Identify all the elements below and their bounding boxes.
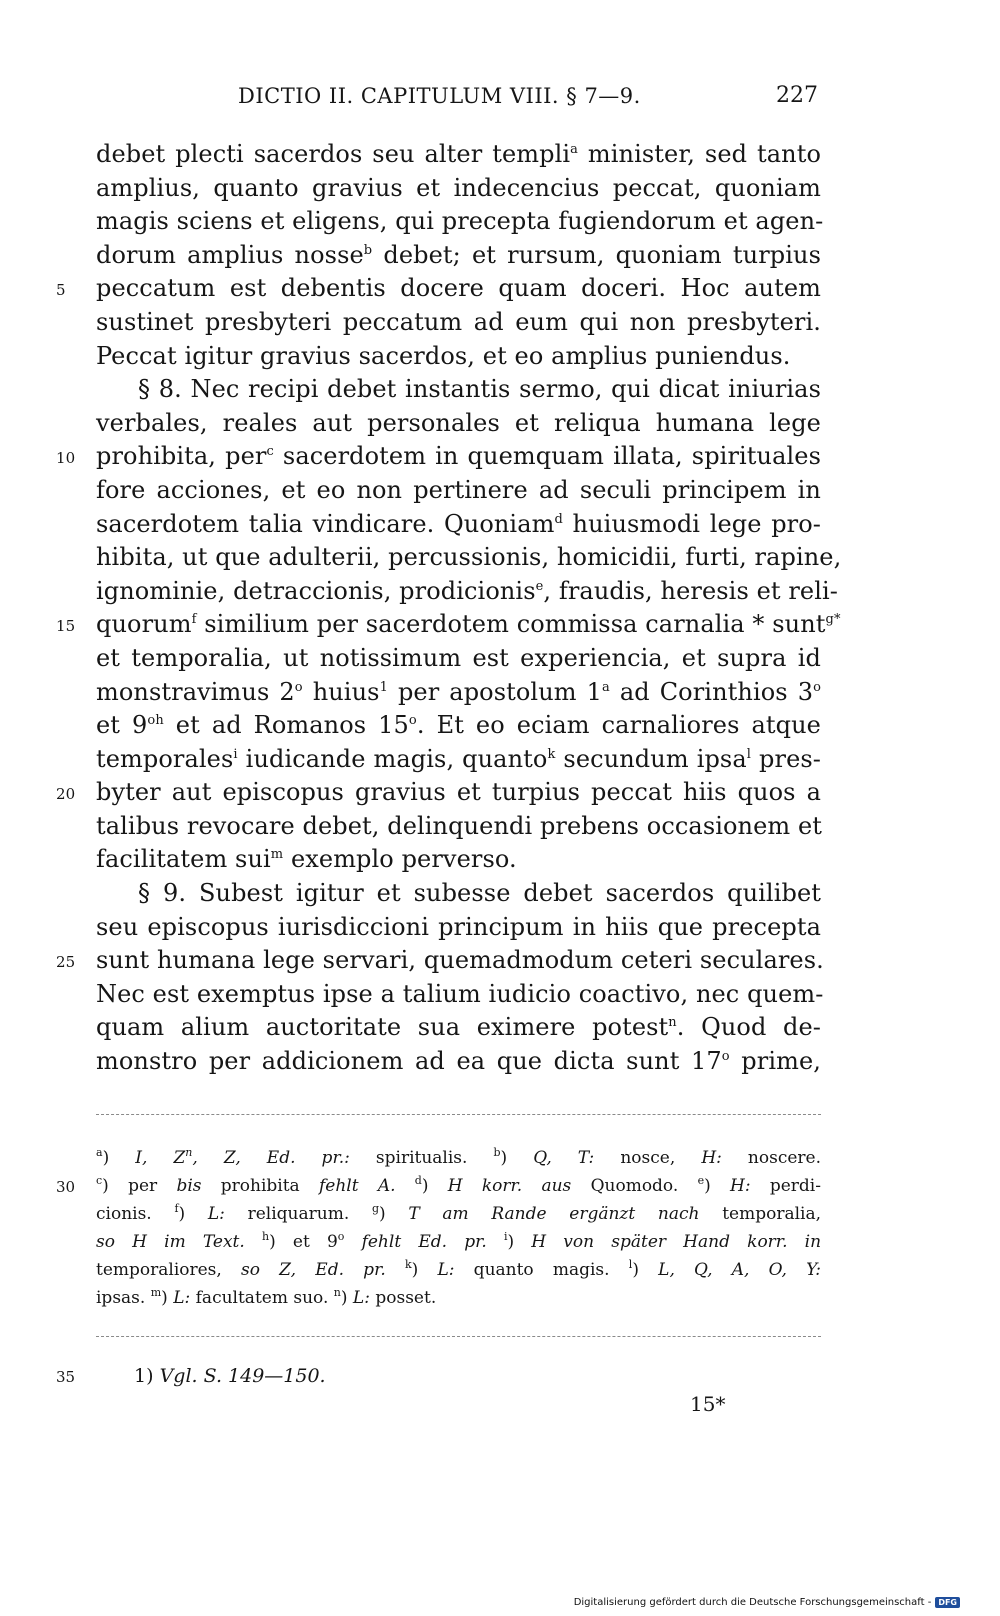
note-marker: n — [668, 1015, 677, 1031]
text-line — [96, 1011, 821, 1045]
note-marker: 1 — [379, 679, 388, 695]
text-line — [96, 575, 839, 609]
note-marker: m — [270, 847, 284, 863]
text-segment: iudicande magis, quanto — [237, 744, 548, 773]
text-line — [96, 978, 824, 1012]
text-segment: ignominie, detraccionis, prodicionis — [96, 576, 536, 605]
dfg-logo-icon: DFG — [935, 1597, 960, 1608]
text-segment: prime, — [729, 1047, 821, 1076]
footer-credit — [574, 1597, 960, 1608]
text-line — [96, 138, 821, 172]
text-segment: sacerdotem in quemquam illata, spirituales — [273, 442, 821, 471]
text-line — [56, 944, 824, 978]
text-line — [56, 272, 821, 306]
text-segment: sacerdotem talia vindicare. Quoniam — [96, 509, 555, 538]
source-note-text — [134, 1362, 326, 1390]
footnote-rule-top — [96, 1114, 821, 1115]
text-line — [96, 911, 821, 945]
text-segment: peccatum est debentis docere quam doceri. Hoc autem — [96, 274, 821, 303]
text-line — [96, 373, 821, 407]
page-number: 227 — [776, 83, 818, 108]
apparatus-line: so H im Text. $^h$) et 9$^o$ fehlt Ed. pr. $^i$) H von später Hand korr. in — [96, 1230, 822, 1252]
note-marker: e — [535, 578, 544, 594]
text-segment: quam alium auctoritate sua eximere potest — [96, 1013, 669, 1042]
footer-credit-text: Digitalisierung gefördert durch die Deutsche Forschungsgemeinschaft - — [573, 1597, 932, 1608]
note-marker: o — [294, 679, 303, 695]
text-segment: magis sciens et eligens, qui precepta fugiendorum et agen- — [96, 207, 824, 236]
text-line — [96, 474, 821, 508]
text-segment: , fraudis, heresis et reli- — [543, 576, 839, 605]
note-marker: g* — [825, 612, 841, 628]
note-marker: o — [408, 713, 417, 729]
note-marker: b — [363, 242, 373, 258]
text-line — [96, 676, 821, 710]
apparatus-line: ipsas. $^m$) L: facultatem suo. $^n$) L: posset. — [96, 1286, 437, 1308]
text-segment: sustinet presbyteri peccatum ad eum qui non presbyteri. — [96, 307, 821, 336]
text-segment: § 8. Nec recipi debet instantis sermo, qui dicat iniurias — [138, 375, 821, 404]
text-segment: monstravimus 2 — [96, 677, 295, 706]
text-segment: seu episcopus iurisdiccioni principum in hiis que precepta — [96, 912, 821, 941]
text-line — [56, 440, 821, 474]
text-segment: Peccat igitur gravius sacerdos, et eo amplius puniendus. — [96, 341, 791, 370]
text-line — [96, 709, 821, 743]
footnote-rule-bottom — [96, 1336, 821, 1337]
apparatus-line: 30 $^c$) per bis prohibita fehlt A. $^d$) H korr. aus Quomodo. $^e$) H: perdi- — [96, 1172, 821, 1200]
note-marker: o — [721, 1049, 730, 1065]
text-segment: huiusmodi lege pro- — [562, 509, 821, 538]
text-line — [96, 306, 821, 340]
text-line — [96, 407, 821, 441]
note-marker: a — [570, 142, 578, 157]
text-segment: byter aut episcopus gravius et turpius peccat hiis quos a — [96, 778, 821, 807]
text-line — [96, 810, 821, 844]
text-segment: temporales — [96, 744, 234, 773]
running-head: DICTIO II. CAPITULUM VIII. § 7—9. — [238, 84, 641, 108]
text-line — [96, 340, 821, 374]
text-segment: similium per sacerdotem commissa carnalia * sunt — [196, 610, 826, 639]
text-line — [96, 239, 821, 273]
note-marker: l — [746, 746, 752, 762]
text-line — [96, 642, 821, 676]
line-number: 10 — [56, 449, 76, 468]
line-number: 5 — [56, 281, 66, 300]
text-segment: et ad Romanos 15 — [163, 711, 409, 740]
text-segment: huius — [302, 677, 380, 706]
text-line — [56, 776, 821, 810]
page-header — [238, 84, 818, 120]
text-line — [56, 608, 841, 642]
note-marker: d — [554, 511, 563, 527]
text-segment: prohibita, per — [96, 442, 267, 471]
text-segment: sunt humana lege servari, quemadmodum ceteri seculares. — [96, 946, 824, 975]
text-segment: et 9 — [96, 711, 148, 740]
signature-mark: 15* — [690, 1392, 726, 1416]
text-line — [96, 172, 821, 206]
text-segment: talibus revocare debet, delinquendi prebens occasionem et — [96, 811, 823, 840]
main-text — [56, 138, 842, 1079]
apparatus-line: cionis. $^f$) L: reliquarum. $^g$) T am Rande ergänzt nach temporalia, — [96, 1202, 821, 1224]
text-segment: dorum amplius nosse — [96, 240, 364, 269]
text-segment: hibita, ut que adulterii, percussionis, homicidii, furti, rapine, — [96, 543, 842, 572]
note-marker: 1) — [134, 1365, 154, 1387]
text-segment: verbales, reales aut personales et reliqua humana lege — [96, 408, 821, 437]
text-line — [96, 508, 821, 542]
text-segment: amplius, quanto gravius et indecencius peccat, quoniam — [96, 173, 821, 202]
apparatus-mark: $^a$) — [96, 1146, 110, 1168]
text-line — [96, 877, 821, 911]
source-note — [56, 1362, 456, 1390]
text-segment: per apostolum 1 — [387, 677, 602, 706]
text-segment: et temporalia, ut notissimum est experiencia, et supra id — [96, 643, 821, 672]
line-number: 30 — [56, 1178, 76, 1196]
text-segment: § 9. Subest igitur et subesse debet sacerdos quilibet — [138, 879, 821, 908]
note-marker: i — [233, 746, 238, 762]
text-segment: pres- — [751, 744, 821, 773]
note-marker: oh — [147, 713, 164, 729]
note-marker: c — [266, 444, 274, 460]
text-line — [96, 205, 824, 239]
apparatus-mark: $^b$) — [493, 1146, 508, 1168]
text-segment: exemplo perverso. — [283, 845, 517, 874]
text-line — [96, 843, 821, 877]
note-marker: k — [547, 746, 556, 762]
critical-apparatus — [56, 1144, 822, 1312]
text-segment: minister, sed tanto — [577, 140, 822, 168]
line-number: 15 — [56, 617, 76, 636]
text-segment: secundum ipsa — [555, 744, 747, 773]
apparatus-line: temporaliores, so Z, Ed. pr. $^k$) L: quanto magis. $^l$) L, Q, A, O, Y: — [96, 1258, 822, 1280]
note-marker: f — [191, 612, 197, 628]
text-segment: Nec est exemptus ipse a talium iudicio coactivo, nec quem- — [96, 979, 824, 1008]
text-line — [96, 1045, 821, 1079]
line-number: 35 — [56, 1368, 76, 1386]
text-segment: . Quod de- — [676, 1013, 821, 1042]
text-segment: debet plecti sacerdos seu alter templi — [96, 140, 571, 168]
note-marker: o — [813, 679, 821, 695]
text-segment: ad Corinthios 3 — [609, 677, 814, 706]
text-segment: quorum — [96, 610, 192, 639]
text-segment: facilitatem sui — [96, 845, 271, 874]
line-number: 20 — [56, 785, 76, 804]
line-number: 25 — [56, 953, 76, 972]
note-marker: a — [601, 679, 610, 695]
note-reference: Vgl. S. 149—150. — [159, 1365, 326, 1387]
text-line — [96, 743, 821, 777]
text-segment: debet; et rursum, quoniam turpius — [372, 240, 821, 269]
apparatus-line: $^a$) I, $Z^n$, Z, Ed. pr.: spiritualis. $^b$) Q, T: nosce, H: noscere. — [96, 1146, 822, 1168]
text-segment: fore acciones, et eo non pertinere ad seculi principem in — [96, 475, 821, 504]
text-line — [96, 541, 842, 575]
text-segment: . Et eo eciam carnaliores atque — [416, 711, 821, 740]
text-segment: monstro per addicionem ad ea que dicta sunt 17 — [96, 1047, 722, 1076]
